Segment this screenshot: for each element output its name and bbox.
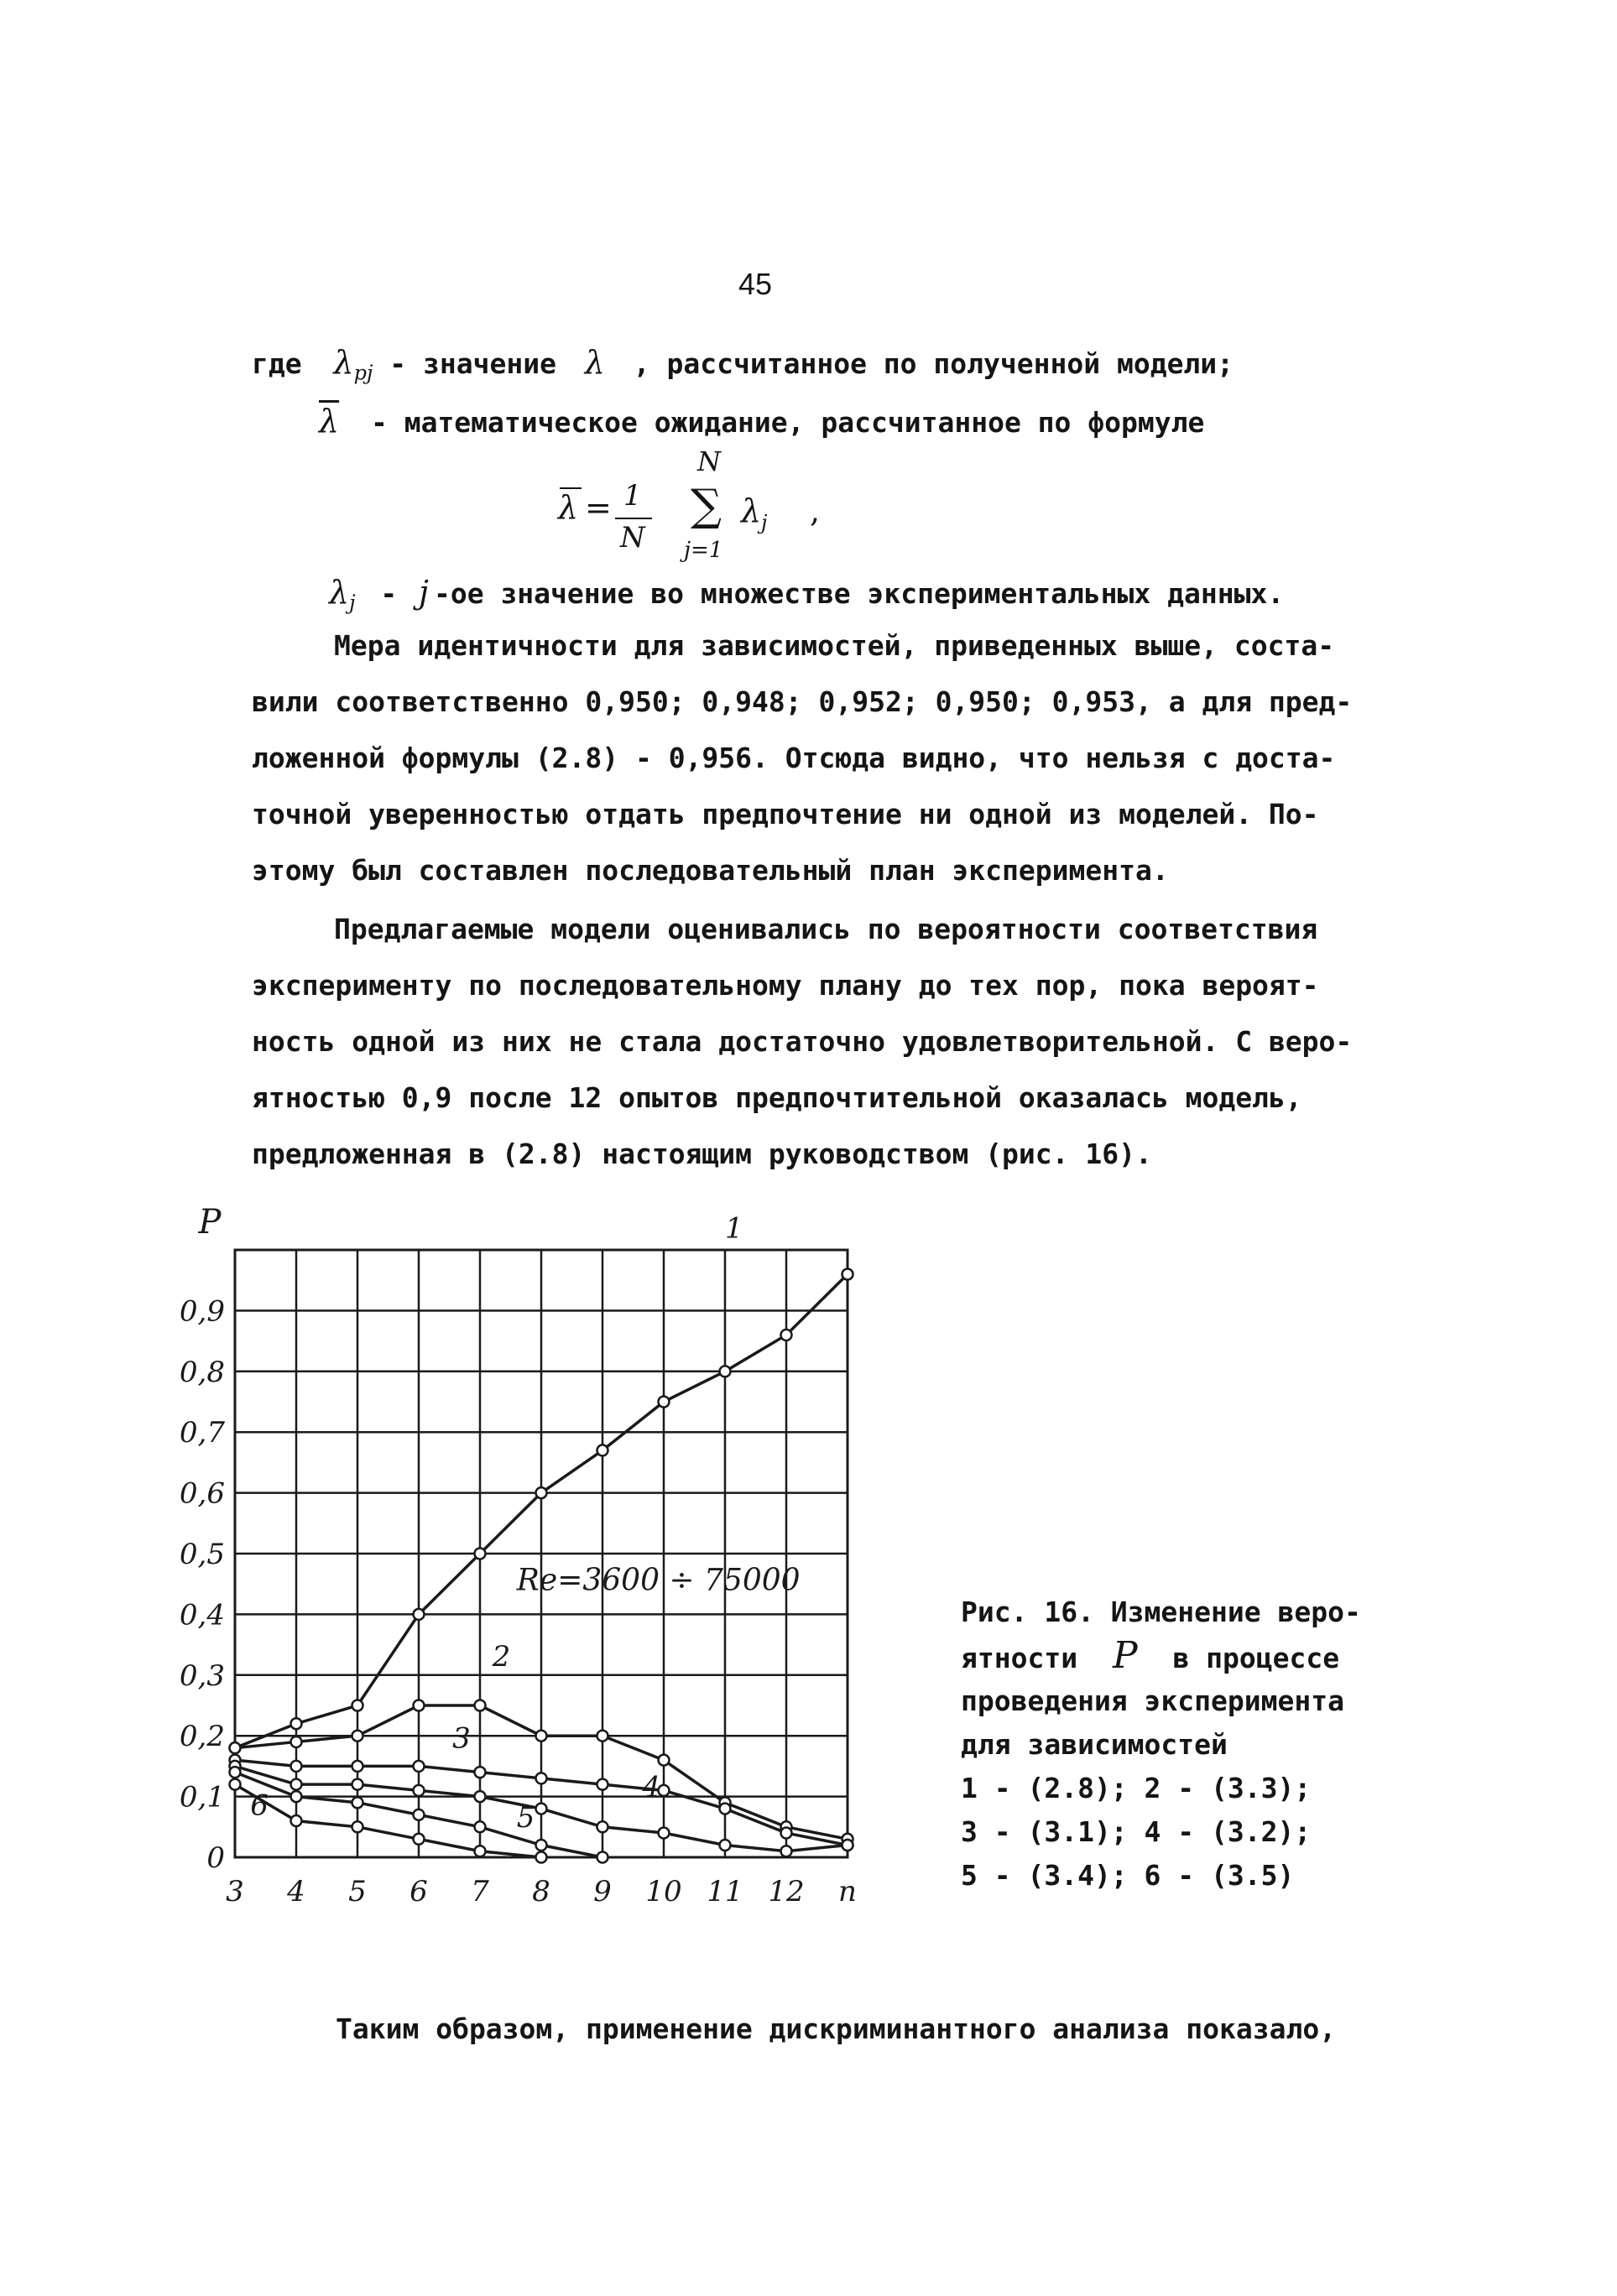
text-line-1 bbox=[252, 342, 1376, 393]
paragraph-line: точной уверенностью отдать предпочтение ни одной из моделей. По- bbox=[252, 798, 1319, 830]
sum-lower-limit: j=1 bbox=[684, 538, 723, 563]
paragraph-line: ятностью 0,9 после 12 опытов предпочтительной оказалась модель, bbox=[252, 1081, 1302, 1114]
series-label: 6 bbox=[250, 1788, 269, 1823]
data-point bbox=[414, 1809, 425, 1820]
series-label: 3 bbox=[452, 1721, 471, 1756]
data-point bbox=[414, 1761, 425, 1772]
lambda-symbol: λ bbox=[333, 344, 354, 381]
text-fragment: , рассчитанное по полученной модели; bbox=[633, 347, 1234, 380]
caption-fragment: ятности bbox=[961, 1642, 1078, 1674]
lambda-subscript: j bbox=[349, 591, 356, 615]
where-word: где bbox=[252, 347, 302, 380]
y-tick-label: 0 bbox=[206, 1841, 225, 1875]
caption-line: проведения эксперимента bbox=[961, 1684, 1344, 1717]
formula-comma: , bbox=[810, 492, 821, 529]
data-point bbox=[352, 1797, 363, 1808]
data-point bbox=[230, 1742, 241, 1753]
chart-annotation: Re=3600 ÷ 75000 bbox=[516, 1563, 801, 1598]
dash: - bbox=[380, 577, 398, 610]
paragraph-line: предложенная в (2.8) настоящим руководством (рис. 16). bbox=[252, 1138, 1152, 1170]
data-point bbox=[597, 1731, 608, 1742]
y-tick-label: 0,3 bbox=[179, 1658, 225, 1693]
y-tick-label: 0,4 bbox=[179, 1598, 225, 1632]
data-point bbox=[291, 1815, 302, 1826]
x-tick-label: 10 bbox=[645, 1875, 682, 1908]
data-point bbox=[352, 1731, 363, 1742]
data-point bbox=[597, 1821, 608, 1832]
formula-lambda: λ bbox=[558, 489, 579, 526]
data-point bbox=[536, 1852, 547, 1863]
y-tick-label: 0,7 bbox=[179, 1416, 225, 1450]
text-line-2 bbox=[319, 401, 1443, 443]
data-point bbox=[842, 1840, 853, 1851]
x-tick-label: 12 bbox=[768, 1875, 805, 1908]
text-fragment: -ое значение во множестве экспериментальных данных. bbox=[433, 577, 1285, 610]
data-point bbox=[291, 1779, 302, 1790]
formula-equals: = bbox=[585, 489, 612, 526]
page-number: 45 bbox=[738, 267, 773, 301]
data-point bbox=[659, 1397, 670, 1408]
series-label: 4 bbox=[642, 1770, 661, 1804]
y-tick-label: 0,1 bbox=[179, 1780, 225, 1814]
data-point bbox=[720, 1840, 731, 1851]
data-point bbox=[414, 1785, 425, 1796]
caption-line: Рис. 16. Изменение веро- bbox=[961, 1596, 1361, 1628]
paragraph-line: ложенной формулы (2.8) - 0,956. Отсюда видно, что нельзя с доста- bbox=[252, 742, 1336, 774]
data-point bbox=[352, 1779, 363, 1790]
y-tick-label: 0,6 bbox=[179, 1476, 225, 1511]
paragraph-line: Мера идентичности для зависимостей, приведенных выше, соста- bbox=[334, 629, 1335, 662]
data-point bbox=[414, 1609, 425, 1620]
formula-numerator: 1 bbox=[623, 479, 642, 513]
lambda-mean-symbol: $\overline{\lambda}$ bbox=[319, 403, 340, 440]
text-fragment: - значение bbox=[389, 347, 556, 380]
caption-line: 5 - (3.4); 6 - (3.5) bbox=[961, 1859, 1295, 1892]
data-point bbox=[597, 1445, 608, 1455]
text-fragment: - математическое ожидание, рассчитанное по формуле bbox=[370, 406, 1205, 439]
x-tick-label: 4 bbox=[287, 1875, 305, 1908]
data-point bbox=[536, 1773, 547, 1783]
data-point bbox=[291, 1718, 302, 1729]
x-tick-label: 7 bbox=[471, 1875, 489, 1908]
caption-line: для зависимостей bbox=[961, 1728, 1228, 1761]
data-point bbox=[597, 1852, 608, 1863]
data-point bbox=[781, 1330, 792, 1341]
data-point bbox=[291, 1761, 302, 1772]
series-label: 1 bbox=[725, 1211, 743, 1246]
data-point bbox=[414, 1834, 425, 1845]
data-point bbox=[536, 1804, 547, 1814]
paragraph-line: Предлагаемые модели оценивались по вероятности соответствия bbox=[334, 913, 1318, 945]
j-symbol: j bbox=[419, 574, 429, 611]
series-label: 5 bbox=[516, 1800, 535, 1835]
data-point bbox=[352, 1700, 363, 1711]
series-label: 2 bbox=[492, 1639, 511, 1674]
overline-mark bbox=[560, 487, 582, 489]
formula-term-subscript: j bbox=[761, 511, 768, 534]
paragraph-line: этому был составлен последовательный план эксперимента. bbox=[252, 854, 1169, 887]
paragraph-line: ность одной из них не стала достаточно удовлетворительной. С веро- bbox=[252, 1025, 1353, 1058]
data-point bbox=[291, 1736, 302, 1747]
chart-svg bbox=[176, 1208, 898, 1921]
y-axis-label: P bbox=[198, 1208, 222, 1242]
y-tick-label: 0,2 bbox=[179, 1720, 225, 1754]
text-line-3 bbox=[329, 572, 1453, 623]
lambda-symbol: λ bbox=[329, 574, 350, 611]
data-point bbox=[536, 1840, 547, 1851]
caption-p-symbol: P bbox=[1112, 1634, 1138, 1677]
caption-line: 1 - (2.8); 2 - (3.3); bbox=[961, 1772, 1312, 1804]
lambda-symbol: λ bbox=[584, 344, 605, 381]
mean-formula bbox=[558, 445, 877, 575]
formula-term: λ bbox=[741, 492, 762, 529]
paragraph-line: вили соответственно 0,950; 0,948; 0,952; 0,950; 0,953, а для пред- bbox=[252, 685, 1353, 718]
data-point bbox=[659, 1755, 670, 1766]
data-point bbox=[659, 1828, 670, 1839]
data-point bbox=[475, 1791, 486, 1802]
formula-denominator: N bbox=[620, 521, 645, 554]
data-point bbox=[352, 1821, 363, 1832]
lambda-subscript: pj bbox=[353, 361, 373, 385]
data-point bbox=[536, 1487, 547, 1498]
data-point bbox=[536, 1731, 547, 1742]
y-tick-label: 0,8 bbox=[179, 1355, 225, 1389]
y-tick-label: 0,9 bbox=[179, 1294, 225, 1329]
data-point bbox=[781, 1828, 792, 1839]
x-tick-label: 6 bbox=[409, 1875, 428, 1908]
caption-line bbox=[961, 1636, 1397, 1679]
fraction-bar bbox=[615, 518, 652, 519]
data-point bbox=[352, 1761, 363, 1772]
sum-sign: ∑ bbox=[691, 481, 722, 531]
data-point bbox=[475, 1700, 486, 1711]
x-tick-label: 8 bbox=[532, 1875, 550, 1908]
data-point bbox=[475, 1821, 486, 1832]
series-line-6 bbox=[235, 1784, 541, 1857]
x-tick-label: 5 bbox=[348, 1875, 367, 1908]
x-tick-label: 11 bbox=[707, 1875, 743, 1908]
probability-chart bbox=[176, 1208, 898, 1921]
data-point bbox=[230, 1767, 241, 1778]
data-point bbox=[781, 1846, 792, 1856]
paragraph-line: эксперименту по последовательному плану до тех пор, пока вероят- bbox=[252, 969, 1319, 1002]
data-point bbox=[720, 1804, 731, 1814]
data-point bbox=[475, 1767, 486, 1778]
sum-upper-limit: N bbox=[697, 445, 721, 477]
x-tick-label: 3 bbox=[226, 1875, 244, 1908]
data-point bbox=[475, 1846, 486, 1856]
data-point bbox=[414, 1700, 425, 1711]
final-line: Таким образом, применение дискриминантного анализа показало, bbox=[336, 2012, 1337, 2045]
data-point bbox=[597, 1779, 608, 1790]
data-point bbox=[230, 1779, 241, 1790]
data-point bbox=[720, 1366, 731, 1377]
data-point bbox=[842, 1268, 853, 1279]
data-point bbox=[291, 1791, 302, 1802]
y-tick-label: 0,5 bbox=[179, 1538, 225, 1571]
caption-fragment: в процессе bbox=[1172, 1642, 1340, 1674]
x-tick-label: 9 bbox=[593, 1875, 612, 1908]
data-point bbox=[475, 1549, 486, 1559]
caption-line: 3 - (3.1); 4 - (3.2); bbox=[961, 1815, 1312, 1848]
x-tick-label: n bbox=[838, 1875, 857, 1908]
